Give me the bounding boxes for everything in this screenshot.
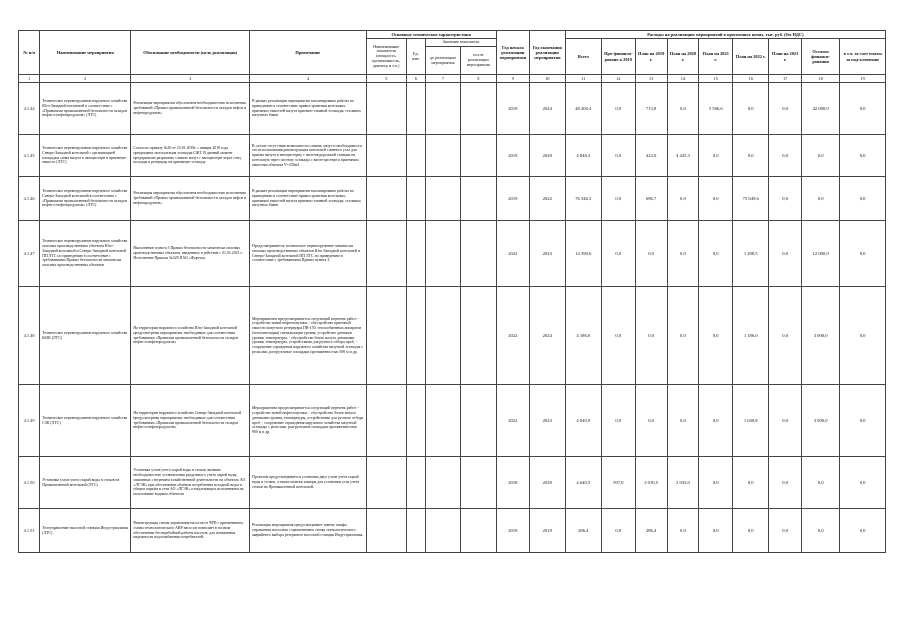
remainder: 42 000,0: [802, 83, 840, 135]
header-plan-2020: План на 2020 г.: [667, 39, 699, 75]
header-plan-2023: План на 2023 г.: [769, 39, 802, 75]
header-tech-group: Основные технические характеристики: [366, 31, 496, 39]
financed-2019: 0,0: [601, 221, 635, 287]
plan-2023: 0,0: [769, 509, 802, 553]
after-cell: [460, 385, 496, 457]
plan-2020: 0,0: [667, 83, 699, 135]
measure-note: Мероприятием предусматривается следующий перечень работ: - устройство новой нефтеловушки, - обустройство приемной емкости мазутного резервуара ПВ-150, теплообменных аппаратов (теплоизоляция) сигнализации уровня, устройство датчиков уровня, температуры, - обустройство бочек мазута датчиками уровня, температуры, устройствами для ручного отбора проб, - сооружение ограждения наружного хозяйства мазутной эстакады с рельсами, разгрузочные площадки протяженностью 500 м и др.: [250, 287, 367, 385]
column-number: 10: [529, 75, 565, 83]
plan-2021: 0,0: [699, 457, 733, 509]
after-cell: [460, 457, 496, 509]
remainder: 3 000,0: [802, 385, 840, 457]
measure-name: Телеуправление насосной станции Индустриальная (ЛТС): [40, 509, 131, 553]
row-id: 4.1.49: [19, 385, 40, 457]
header-unit: Ед. изм.: [406, 39, 425, 75]
financed-2019: 0,0: [601, 385, 635, 457]
header-justification: Обоснование необходимости (цель реализации): [131, 31, 250, 75]
end-year: 2019: [529, 509, 565, 553]
financed-2019: 0,0: [601, 287, 635, 385]
plan-2022: 0,0: [733, 83, 769, 135]
measure-note: Проектом предусматривается установка двух узлов учета сырой воды и стоков, а также монтаж камеры для установки узла учета стоков на Промышленной котельной.: [250, 457, 367, 509]
row-id: 4.1.47: [19, 221, 40, 287]
end-year: 2020: [529, 135, 565, 177]
tech-name-cell: [366, 509, 406, 553]
header-plan-2021: План на 2021 г.: [699, 39, 733, 75]
end-year: 2020: [529, 457, 565, 509]
measure-note: В рамках реализации мероприятия запланированы работы по приведению в соответствие правил хранения котельных, приемных емкостей мазута приемно-сливной эстакады, стальных мазутных баков: [250, 83, 367, 135]
table-body: [19, 83, 886, 553]
column-number: 13: [635, 75, 667, 83]
total-cost: 48 200,4: [565, 83, 601, 135]
plan-2019: 286,4: [635, 509, 667, 553]
header-remainder: Остаток финанси-рования: [802, 39, 840, 75]
tech-name-cell: [366, 83, 406, 135]
unit-cell: [406, 135, 425, 177]
plan-2021: 0,0: [699, 177, 733, 221]
plan-2022: 1 040,8: [733, 385, 769, 457]
before-cell: [425, 385, 460, 457]
header-start-year: Год начала реализации мероприятия: [496, 31, 529, 75]
table-row: [19, 83, 886, 135]
plan-2020: 0,0: [667, 177, 699, 221]
plan-2019: 423,0: [635, 135, 667, 177]
measure-note: Мероприятием предусматривается следующий перечень работ: - устройство новой нефтеловушки, - обустройство бочек мазута датчиками уровня, температуры, устройствами для ручного отбора проб, - сооружение ограждения наружного хозяйства мазутной эстакады с рельсами, разгрузочные площадки протяженностью 900 м и др.: [250, 385, 367, 457]
measure-justification: Реконструкция схемы управления насосов от ЧРП с применением схемы технологического АВР насосов позволяет в полном обеспечении бесперебойной работы насосов, для повышения надежности водоснабжения потребителей.: [131, 509, 250, 553]
header-plan-2019: План на 2019 г.: [635, 39, 667, 75]
column-number: 4: [250, 75, 367, 83]
table-row: [19, 177, 886, 221]
financed-2019: 0,0: [601, 135, 635, 177]
header-values-group: Значение показателя: [425, 39, 496, 47]
start-year: 2018: [496, 457, 529, 509]
remainder: 0,0: [802, 457, 840, 509]
before-cell: [425, 457, 460, 509]
plan-2023: 0,0: [769, 287, 802, 385]
plan-2021: 0,0: [699, 385, 733, 457]
measure-justification: На территории наружного хозяйства Северо-Западной котельной предусмотрены мероприятия, необходимые для соответствия требованиям «Правилам промышленной безопасности складов нефти и нефтепродуктов»: [131, 385, 250, 457]
unit-cell: [406, 177, 425, 221]
column-number: 14: [667, 75, 699, 83]
total-cost: 14 390,6: [565, 221, 601, 287]
plan-2021: 0,0: [699, 509, 733, 553]
after-cell: [460, 135, 496, 177]
after-cell: [460, 509, 496, 553]
measure-justification: На территории наружного хозяйства Юго-Западной котельной предусмотрены мероприятия, необходимые для соответствия требованиям «Правилам промышленной безопасности складов нефти и нефтепродуктов»: [131, 287, 250, 385]
table-row: [19, 287, 886, 385]
header-costs-group: Расходы на реализацию мероприятий в прогнозных ценах, тыс. руб. (без НДС): [565, 31, 885, 39]
plan-2023: 0,0: [769, 135, 802, 177]
table-header: [19, 31, 886, 83]
measure-name: Техническое перевооружение наружного хозяйства СЗК (ЛТС): [40, 385, 131, 457]
table-row: [19, 385, 886, 457]
plan-2022: 0,0: [733, 457, 769, 509]
remainder: 3 000,0: [802, 287, 840, 385]
unit-cell: [406, 457, 425, 509]
unit-cell: [406, 83, 425, 135]
tech-name-cell: [366, 135, 406, 177]
column-number: 11: [565, 75, 601, 83]
measure-justification: Установка узлов учета сырой воды в стоков, вызвано необходимостью установления раздельного учета сырой воды, связанных с ведением хозяйственной деятельности на объектах АО «ЛГЭК» при обеспечении объёмов потребления исходной воды и общим сырьём в сети АО «ЛГЭК» и надлежащим исполнением на пользование водным объектом: [131, 457, 250, 509]
after-cell: [460, 177, 496, 221]
plan-2020: 4 425,3: [667, 135, 699, 177]
total-cost: 4 186,0: [565, 287, 601, 385]
row-id: 4.1.44: [19, 83, 40, 135]
incl-connection: 0,0: [840, 221, 886, 287]
measure-name: Техническое перевооружение наружного хозяйства Юго-Западной котельной в соответствие с «Правилами промышленной безопасности складов нефти и нефтепродуктов» (ЛТС): [40, 83, 131, 135]
unit-cell: [406, 385, 425, 457]
incl-connection: 0,0: [840, 509, 886, 553]
incl-connection: 0,0: [840, 83, 886, 135]
plan-2019: 2 010,5: [635, 457, 667, 509]
plan-2020: 0,0: [667, 385, 699, 457]
measure-justification: Выполнение пункта 3 Правил безопасности химически опасных производственных объектов, введенных в действие с 01.01.2021 г. Исполнение Приказа №329 ПАО «Фортум»: [131, 221, 250, 287]
header-tech-name: Наименование показателя (мощность, протяженность, диаметр и т.п.): [366, 39, 406, 75]
total-cost: 4 848,3: [565, 135, 601, 177]
before-cell: [425, 83, 460, 135]
plan-2023: 0,0: [769, 385, 802, 457]
unit-cell: [406, 287, 425, 385]
financed-2019: 597,0: [601, 457, 635, 509]
column-numbers-row: [19, 75, 886, 83]
table-row: [19, 457, 886, 509]
table-row: [19, 221, 886, 287]
measure-name: Техническое перевооружение наружного хозяйства Северо-Западной котельной с организацией площадки слива мазута в автоцистерн в приемную емкость (ЛТС): [40, 135, 131, 177]
plan-2019: 0,0: [635, 287, 667, 385]
tech-name-cell: [366, 177, 406, 221]
before-cell: [425, 287, 460, 385]
start-year: 2019: [496, 509, 529, 553]
plan-2022: 1 186,0: [733, 287, 769, 385]
plan-2022: 0,0: [733, 509, 769, 553]
plan-2021: 0,0: [699, 287, 733, 385]
header-after: после реализации мероприятия: [460, 47, 496, 75]
measure-justification: Реализация мероприятия обусловлена необходимостью исполнения требований «Правил промышленной безопасности складов нефти и нефтепродуктов»: [131, 177, 250, 221]
measure-justification: Согласно приказу №30 от 23.01.2018г. с января 2018 года прекращена эксплуатация эстакады СЖТ. В данный момент предприятию разрешено сливать мазут с автоцистерн через спец. колодцы в резервуар на приемную эстакаду: [131, 135, 250, 177]
column-number: 19: [840, 75, 886, 83]
plan-2023: 0,0: [769, 457, 802, 509]
start-year: 2022: [496, 287, 529, 385]
total-cost: 76 346,3: [565, 177, 601, 221]
investment-program-sheet: [18, 30, 886, 553]
header-total: Всего: [565, 39, 601, 75]
column-number: 8: [460, 75, 496, 83]
column-number: 7: [425, 75, 460, 83]
plan-2023: 0,0: [769, 177, 802, 221]
end-year: 2024: [529, 83, 565, 135]
row-id: 4.1.46: [19, 177, 40, 221]
header-no: № п/п: [19, 31, 40, 75]
tech-name-cell: [366, 457, 406, 509]
column-number: 5: [366, 75, 406, 83]
plan-2019: 0,0: [635, 221, 667, 287]
tech-name-cell: [366, 221, 406, 287]
tech-name-cell: [366, 287, 406, 385]
plan-2019: 0,0: [635, 385, 667, 457]
column-number: 17: [769, 75, 802, 83]
header-plan-2022: План на 2022 г.: [733, 39, 769, 75]
before-cell: [425, 509, 460, 553]
plan-2022: 1 298,5: [733, 221, 769, 287]
header-financed: Про-финанси-ровано к 2019: [601, 39, 635, 75]
plan-2023: 0,0: [769, 83, 802, 135]
column-number: 3: [131, 75, 250, 83]
incl-connection: 0,0: [840, 385, 886, 457]
plan-2021: 0,0: [699, 135, 733, 177]
after-cell: [460, 221, 496, 287]
financed-2019: 0,0: [601, 177, 635, 221]
measure-justification: Реализация мероприятия обусловлена необходимостью исполнения требований «Правил промышленной безопасности складов нефти и нефтепродуктов»: [131, 83, 250, 135]
plan-2019: 696,7: [635, 177, 667, 221]
measure-note: В рамках реализации мероприятия запланированы работы по приведению в соответствие правил хранения котельных, приемных емкостей мазута приемно-сливной эстакады, стальных мазутных баков: [250, 177, 367, 221]
measure-name: Техническое перевооружение наружного хозяйства ЮЗК (ЛТС): [40, 287, 131, 385]
measure-note: Реализация мероприятия предусматривает замену шкафа управления насосами с применением схемы технологического аварийного выбора резервного насосной станции Индустриальная.: [250, 509, 367, 553]
remainder: 0,0: [802, 509, 840, 553]
header-end-year: Год окончания реализации мероприятия: [529, 31, 565, 75]
start-year: 2022: [496, 221, 529, 287]
measure-note: Предусматривается техническое перевооружение химически опасных производственных объектов Юго-Западной котельной и Северо-Западной котельной ПП ЛТС по приведению в соответствие с требованиями Правил пункта 3.: [250, 221, 367, 287]
column-number: 15: [699, 75, 733, 83]
row-id: 4.1.50: [19, 457, 40, 509]
measures-table: [18, 30, 886, 553]
header-incl-connection: в т.ч. за счет платы за под-ключение: [840, 39, 886, 75]
header-before: до реализации мероприятия: [425, 47, 460, 75]
table-row: [19, 509, 886, 553]
after-cell: [460, 287, 496, 385]
row-id: 4.1.45: [19, 135, 40, 177]
total-cost: 4 040,9: [565, 385, 601, 457]
total-cost: 4 640,5: [565, 457, 601, 509]
end-year: 2023: [529, 385, 565, 457]
plan-2022: 75 649,6: [733, 177, 769, 221]
remainder: 0,0: [802, 135, 840, 177]
column-number: 18: [802, 75, 840, 83]
column-number: 6: [406, 75, 425, 83]
table-row: [19, 135, 886, 177]
before-cell: [425, 135, 460, 177]
row-id: 4.1.51: [19, 509, 40, 553]
tech-name-cell: [366, 385, 406, 457]
financed-2019: 0,0: [601, 509, 635, 553]
unit-cell: [406, 509, 425, 553]
remainder: 12 000,0: [802, 221, 840, 287]
plan-2020: 2 033,0: [667, 457, 699, 509]
incl-connection: 0,0: [840, 135, 886, 177]
plan-2020: 0,0: [667, 509, 699, 553]
header-note: Примечание: [250, 31, 367, 75]
plan-2019: 713,8: [635, 83, 667, 135]
end-year: 2023: [529, 221, 565, 287]
after-cell: [460, 83, 496, 135]
plan-2023: 0,0: [769, 221, 802, 287]
measure-note: В случае отсутствия возможности сливать мазут и необходимости его использования реконструкция котельной сливного узла для приема мазута в автоцистерну с железнодорожной станции на котельную через систему эстакады с вагон-цистерн к приемным емкостям объемом V=250м3.: [250, 135, 367, 177]
start-year: 2022: [496, 385, 529, 457]
unit-cell: [406, 221, 425, 287]
plan-2020: 0,0: [667, 287, 699, 385]
incl-connection: 0,0: [840, 457, 886, 509]
column-number: 12: [601, 75, 635, 83]
column-number: 1: [19, 75, 40, 83]
column-number: 16: [733, 75, 769, 83]
end-year: 2022: [529, 177, 565, 221]
end-year: 2024: [529, 287, 565, 385]
plan-2022: 0,0: [733, 135, 769, 177]
start-year: 2019: [496, 135, 529, 177]
row-id: 4.1.48: [19, 287, 40, 385]
header-name: Наименование мероприятия: [40, 31, 131, 75]
before-cell: [425, 177, 460, 221]
column-number: 2: [40, 75, 131, 83]
incl-connection: 0,0: [840, 287, 886, 385]
plan-2020: 0,0: [667, 221, 699, 287]
remainder: 0,0: [802, 177, 840, 221]
column-number: 9: [496, 75, 529, 83]
measure-name: Техническое перевооружение наружного хозяйства опасных производственных объектов Юго-Западной котельной и Северо-Западной котельной ПП ЛТС по приведению в соответствие с требованиями Правил безопасности химически опасных производственных объектов: [40, 221, 131, 287]
measure-name: Техническое перевооружение наружного хозяйства Северо-Западной котельной в соответствие с «Правилами промышленной безопасности складов нефти и нефтепродуктов» (ЛТС): [40, 177, 131, 221]
before-cell: [425, 221, 460, 287]
plan-2021: 0,0: [699, 221, 733, 287]
measure-name: Установка узлов учета сырой воды в стоков на Промышленной котельной (ЛТС): [40, 457, 131, 509]
financed-2019: 0,0: [601, 83, 635, 135]
plan-2021: 5 566,6: [699, 83, 733, 135]
total-cost: 286,4: [565, 509, 601, 553]
start-year: 2019: [496, 177, 529, 221]
incl-connection: 0,0: [840, 177, 886, 221]
start-year: 2019: [496, 83, 529, 135]
